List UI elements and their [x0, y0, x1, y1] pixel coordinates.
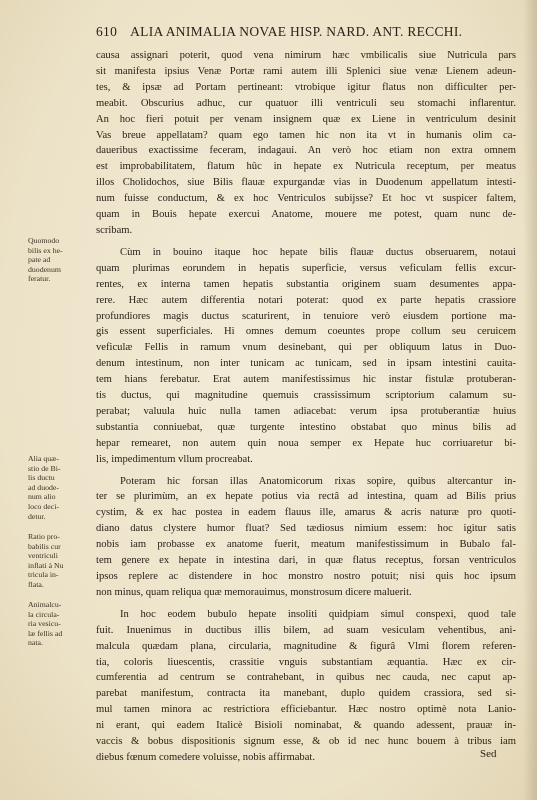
- text-line: diano datus clystere humor fluat? Sed tædiosus nimium essem: hoc igitur satis: [96, 523, 516, 535]
- running-title: ALIA ANIMALIA NOVAE HISP. NARD. ANT. RECCHI.: [130, 24, 463, 39]
- margin-note-line: ad duode-: [28, 482, 59, 492]
- margin-note-line: inflati à Nu: [28, 560, 64, 570]
- margin-note-line: stio de Bi-: [28, 463, 61, 473]
- margin-note-line: nata.: [28, 638, 43, 648]
- text-line: daueribus exactissime feceram, indagaui. An verò hoc etiam non extra omnem: [96, 145, 516, 157]
- margin-note-line: duodenum: [28, 264, 61, 274]
- paragraph: [96, 607, 516, 766]
- margin-note-line: flata.: [28, 579, 44, 589]
- page-number: 610: [96, 24, 118, 39]
- text-line: vaccis & bobus dispositionis signum esse, & ob id nec hunc bouem à tribus iam: [96, 736, 516, 748]
- text-line: parebat manifestum, contracta ita manebant, duplo quidem crassiora, sed si-: [96, 688, 516, 700]
- text-line: malcula quædam plana, circularia, magnitudine & figurâ Vlmi florem referen-: [96, 640, 516, 652]
- text-line: veficulæ Fellis in ramum vnum desinebant, qui per obliquum latus in Duo-: [96, 342, 516, 354]
- margin-note-line: bilis ex he-: [28, 245, 63, 255]
- text-line: diebus fœnum comedere voluisse, nobis affirmabat.: [96, 751, 315, 763]
- text-line: denum intestinum, non inter tunicam ac tunicam, sed in ipsam intestini cauita-: [96, 358, 516, 370]
- text-line: substantia conniuebat, quæ turgente intestino obstabat quo minus bilis ad: [96, 421, 516, 433]
- margin-note-line: læ fellis ad: [28, 628, 63, 638]
- margin-note-line: feratur.: [28, 274, 51, 284]
- margin-note-line: ria vesicu-: [28, 619, 61, 629]
- text-line: causa assignari poterit, quod vena nimirum hæc vmbilicalis siue Nutricula pars: [96, 50, 516, 61]
- text-line: Cùm in bouino itaque hoc hepate bilis flauæ ductus obseruarem, notaui: [120, 246, 516, 258]
- margin-note-line: Alia quæ-: [28, 454, 59, 463]
- text-line: cumferentia ad centrum se contrahebant, in quibus nec cauda, nec caput ap-: [96, 672, 516, 684]
- text-line: ipsos replere ac distendere in hoc monstro nostro potuit; nisi quis hoc ipsum: [96, 571, 516, 582]
- text-line: meabit. Obscurius adhuc, cur quatuor illi ventriculi seu stomachi inflarentur.: [96, 97, 516, 109]
- text-line: rere. Hæc autem differentia notari poterat: quod ex parte hepatis crassiore: [96, 294, 516, 306]
- text-line: tem hians ferebatur. Erat autem manifestissimus hic instar fistulæ protuberan-: [96, 374, 516, 386]
- margin-note-line: la circula-: [28, 609, 60, 619]
- text-line: ter se plurimùm, an ex hepate potius via rectâ ad intestina, quam ad Bilis prius: [96, 491, 516, 503]
- text-line: An hoc fieri potuit per venam insignem quæ ex Liene in ventriculum desinit: [96, 113, 516, 125]
- text-line: fuit. Inuenimus in ductibus illis bilem, ad suam vesiculam vehentibus, ani-: [96, 624, 516, 636]
- margin-note-inflated-stomachs: [28, 532, 92, 590]
- text-line: rentes, ex interna tamen hepatis substantia originem suam desumentes appa-: [96, 278, 516, 290]
- text-line: non minus, quam reliqua quæ memorauimus, monstrosum dicere maluerit.: [96, 586, 412, 598]
- text-line: lis, impedimentum vllum procreabat.: [96, 453, 253, 465]
- margin-note-line: babilis cur: [28, 541, 61, 551]
- text-line: tis ductus, qui magnitudine quemuis crassissimum scriptorium calamum su-: [96, 390, 516, 402]
- text-line: Vas breue appellatam? quam ego tamen hic non ita vt in humanis olim ca-: [96, 129, 516, 141]
- margin-note-line: Ratio pro-: [28, 532, 60, 541]
- catchword: Sed: [480, 748, 497, 760]
- margin-note-line: pate ad: [28, 255, 51, 265]
- main-text-column: [96, 48, 516, 766]
- text-line: scribam.: [96, 224, 133, 236]
- margin-note-line: detur.: [28, 511, 46, 521]
- text-line: est improbabilitatem, flatum hûc in hepate ex Nutricula receptum, per meatus: [96, 161, 516, 173]
- margin-note-line: tricula in-: [28, 570, 59, 580]
- text-line: gis essent superficiales. Hi omnes demum coeuntes prope collum seu ceruicem: [96, 326, 516, 338]
- margin-note-line: ventriculi: [28, 551, 58, 561]
- text-line: quam plurimas eorundem in hepatis superficie, versus veficulam fellis excur-: [96, 262, 516, 274]
- margin-note-line: Animalcu-: [28, 600, 62, 609]
- margin-note-line: lis ductu: [28, 473, 55, 483]
- paragraph: [96, 48, 516, 239]
- text-line: profundiores magis ductus scaturirent, in tenuiore verò eiusdem portione ma-: [96, 310, 516, 322]
- text-line: mul tamen minora ac restrictiora efficiebantur. Hæc nostro optimè nota Lanio-: [96, 704, 516, 716]
- page-header: [96, 24, 516, 44]
- text-line: ni erant, qui eadem Italicè Bisioli nominabat, & quando adessent, prauæ in-: [96, 720, 516, 732]
- paragraph: [96, 245, 516, 468]
- text-line: nobis iam probasse ex anatome fuerit, meatum manifestissimum in Bubalo fal-: [96, 539, 516, 551]
- text-line: Poteram hic forsan illas Anatomicorum rixas sopire, quibus altercantur in-: [120, 475, 516, 487]
- text-line: illos Cholidochos, siue Bilis flauæ expurgandæ vias in Duodenum appellatum intesti-: [96, 177, 516, 189]
- text-line: tes, & ipsæ ad Portam pertineant: vtrobique igitur flatus non difficulter per-: [96, 81, 516, 93]
- margin-note-animalcules: [28, 600, 92, 648]
- text-line: In hoc eodem bubulo hepate insoliti quidpiam simul conspexi, quod tale: [120, 608, 516, 620]
- text-line: quam in Bouis hepate exercui Anatome, mouere me potest, quam nunc de-: [96, 209, 516, 221]
- margin-note-bile-duct: [28, 236, 92, 284]
- text-line: tem genere ex hepate in intestina dari, in quæ flatus receptus, forsan ventriculos: [96, 555, 516, 567]
- paragraph: [96, 474, 516, 601]
- text-line: hepar remearet, non autem quin noua semper ex Hepate huc corriuaretur bi-: [96, 437, 516, 449]
- margin-note-line: num alio: [28, 492, 56, 502]
- text-line: perabat; valuula huic nulla tamen adiacebat: verum ipsa protuberantiæ huius: [96, 405, 516, 417]
- margin-note-bile-question: [28, 454, 92, 521]
- margin-note-line: Quomodo: [28, 236, 60, 245]
- page-edge-shadow: [523, 0, 537, 800]
- text-line: sit manifesta ipsius Venæ Portæ rami autem illi Splenici siue venæ Lienem adeun-: [96, 65, 516, 77]
- text-line: cystim, & ex hac postea in eadem flauus ille, amarus & acris naturæ pro quoti-: [96, 507, 516, 519]
- margin-note-line: loco deci-: [28, 501, 59, 511]
- text-line: num fuisse conductum, & ex hoc Ventriculos subijsse? Et hoc vt suspicer faltem,: [96, 193, 516, 205]
- text-line: tia, coloris liuescentis, crassitie vnguis substantiam æquantia. Hæc ex cir-: [96, 656, 516, 668]
